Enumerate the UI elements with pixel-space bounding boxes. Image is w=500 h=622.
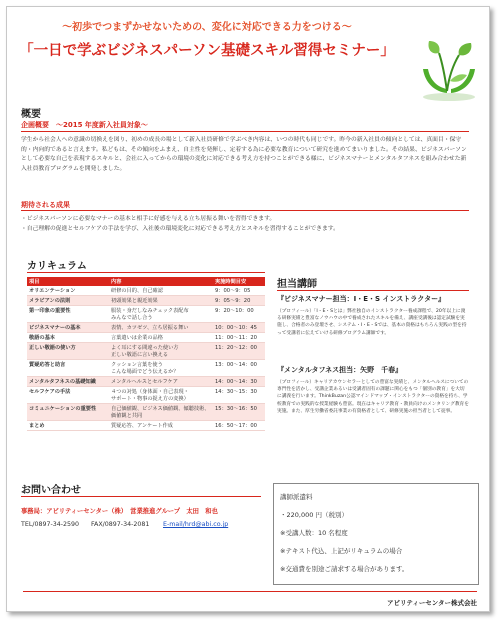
cell-content: 表情、カツゼツ、立ち居振る舞い [109,323,213,333]
curriculum-header-row [27,277,265,286]
overview-body: 学生から社会人への意識の切換えを図り、初めの成長の場として新入社員研修で学ぶべき内容は、いつの時代も同じです。昨今の新入社員の傾向としては、真面目・保守的・内向的であると言えます。私どもは、その傾向をふまえ、自主性を発揮し、定着する為に必要な教育について研究を進めてまいりました。その結果、ビジネスパーソンとして必要な自己を表現するスキルと、会社に入ってからの環境の変化に対応できる考え方を持つことができる様に、ビジネスマナーとメンタルタフネスを組み合わせた新入社員教育プログラムを開発しました。 [21,137,467,172]
cell-time: 11：00〜11：20 [213,333,265,343]
cell-item: ビジネスマナーの基本 [27,323,109,333]
instructor-card-1 [277,294,469,337]
cell-time: 11：20〜12：00 [213,343,265,360]
cell-content: 言葉遣いは企業の品格 [109,333,213,343]
cell-item: 正しい敬語の使い方 [27,343,109,360]
cell-item: セルフケアの手法 [27,387,109,404]
instructors-heading: 担当講師 [277,279,317,290]
contact-email-link[interactable]: E-mail/hrd@abi.co.jp [163,521,229,528]
table-row [27,333,265,343]
table-row [27,343,265,360]
cell-item: 敬語の基本 [27,333,109,343]
cell-item: メンタルタフネスの基礎知識 [27,377,109,387]
overview-divider [21,131,469,132]
overview-heading: 概要 [21,109,41,120]
instructor-description: （プロフィール）キャリアカウンセラーとしての豊富な実績と、メンタルヘルスについての専門性を活かし、受講企業あるいは受講者固有の課題に関心をもつ「個別の教育」を大切に講義を行います。ThinkBuzan公認マインドマップ・インストラクターの資格を持ち、学校教育での実践的な授業経験も豊富。現在はキャリア教育・教員向けのメンタリング教育を実施。また、厚生労働省委託事業の有資格者として、研修実施の担当者として従事。 [277,380,469,414]
instructor-name: 『メンタルタフネス担当：矢野 千春』 [277,366,403,374]
contact-office: 事務局：アビリティーセンター（株） 営業推進グループ 太田 和也 [21,508,218,515]
instructor-name: 『ビジネスマナー担当：I・E・S インストラクター』 [277,295,446,303]
curriculum-heading: カリキュラム [27,261,87,272]
contact-heading: お問い合わせ [21,485,81,496]
cell-item: メラビアンの法則 [27,296,109,306]
cell-item: 第一印象の重要性 [27,306,109,323]
cell-content: よく耳にする間違った使い方 正しい敬語に言い換える [109,343,213,360]
overview-subheading: 企画概要 〜2015 年度新入社員対象〜 [21,121,148,129]
contact-fax: FAX/0897-34-2081 [91,521,150,528]
cell-content: 研修の目的、自己確認 [109,286,213,296]
table-row [27,286,265,296]
fee-title: 講師派遣料 [280,493,313,501]
column-header-item: 項目 [27,277,109,286]
instructor-description: （プロフィール）「I・E・Sとは」弊社独自のインストラクター養成課程で、20年以上に渡る研修実績と豊富なノウハウの中で養成されたスキルを備え、講座受講後は認定試験を実施し、合格者のみ登壇させ、システム・I・E・Sでは、基本の資格はもちろん実践の型を持って受講者に伝えていける研修プログラム講師です。 [277,309,467,336]
cell-time: 13：00〜14：00 [213,360,265,377]
cell-content: 服装・身だしなみチェック表配布 みんなで話し合う [109,306,213,323]
contact-tel: TEL/0897-34-2590 [21,521,80,528]
curriculum-divider [27,272,265,273]
cell-time: 14：30〜15：30 [213,387,265,404]
column-header-content: 内容 [109,277,213,286]
cell-item: まとめ [27,421,109,431]
cell-content: 初頭効果と親近効果 [109,296,213,306]
table-row [27,323,265,333]
column-header-time: 実施時間目安 [213,277,265,286]
fee-price: ・220,000 円（税別） [280,511,348,519]
document-page [6,6,490,612]
cell-time: 9：20〜10：00 [213,306,265,323]
table-row [27,360,265,377]
fee-capacity: ※受講人数：10 名程度 [280,529,348,537]
expected-divider [21,210,469,211]
expected-bullet-1: ・ビジネスパーソンに必要なマナーの基本と相手に好感を与える立ち居振る舞いを習得できます。 [21,216,276,222]
cell-content: 質疑応答、アンケート作成 [109,421,213,431]
instructors-divider [277,290,469,291]
cell-time: 10：00〜10：45 [213,323,265,333]
cell-time: 9：05〜9：20 [213,296,265,306]
cell-item: コミュニケーションの重要性 [27,404,109,421]
cell-time: 16：50〜17：00 [213,421,265,431]
header-subtitle: 〜初歩でつまずかせないための、変化に対応できる力をつける〜 [62,22,352,33]
cell-item: 質疑応答と助言 [27,360,109,377]
curriculum-table [27,277,265,431]
cell-time: 15：30〜16：50 [213,404,265,421]
expected-bullet-2: ・自己理解の促進とセルフケアの手法を学び、入社後の環境変化に対応できる考え方とスキルを習得することができます。 [21,226,339,232]
company-name: アビリティーセンター株式会社 [387,599,477,607]
cell-time: 14：00〜14：30 [213,377,265,387]
fee-text-note: ※テキスト代込、上記がリキュラムの場合 [280,547,403,555]
instructor-card-2 [277,365,469,415]
contact-divider [21,496,261,497]
table-row [27,377,265,387]
table-row [27,421,265,431]
fee-travel-note: ※交通費を別途ご請求する場合があります。 [280,565,409,573]
fee-box [273,483,479,585]
cell-content: メンタルヘルスとセルフケア [109,377,213,387]
table-row [27,306,265,323]
curriculum-body [27,286,265,431]
header-title: 「一日で学ぶビジネスパーソン基礎スキル習得セミナー」 [19,43,395,59]
footer-divider [23,591,477,592]
cell-time: 9：00〜9：05 [213,286,265,296]
table-row [27,296,265,306]
cell-item: オリエンテーション [27,286,109,296]
hands-sprout-logo [417,35,481,103]
cell-content: ４つの対処（身体面・自己表現・ サポート・物事の捉え方の変換） [109,387,213,404]
table-row [27,404,265,421]
table-row [27,387,265,404]
cell-content: 自己価値観、ビジネス価値観、傾聴技術、価値観と共同 [109,404,213,421]
expected-results-heading: 期待される成果 [21,201,70,209]
cell-content: クッション言葉を使う こんな場面でどう伝えるか？ [109,360,213,377]
